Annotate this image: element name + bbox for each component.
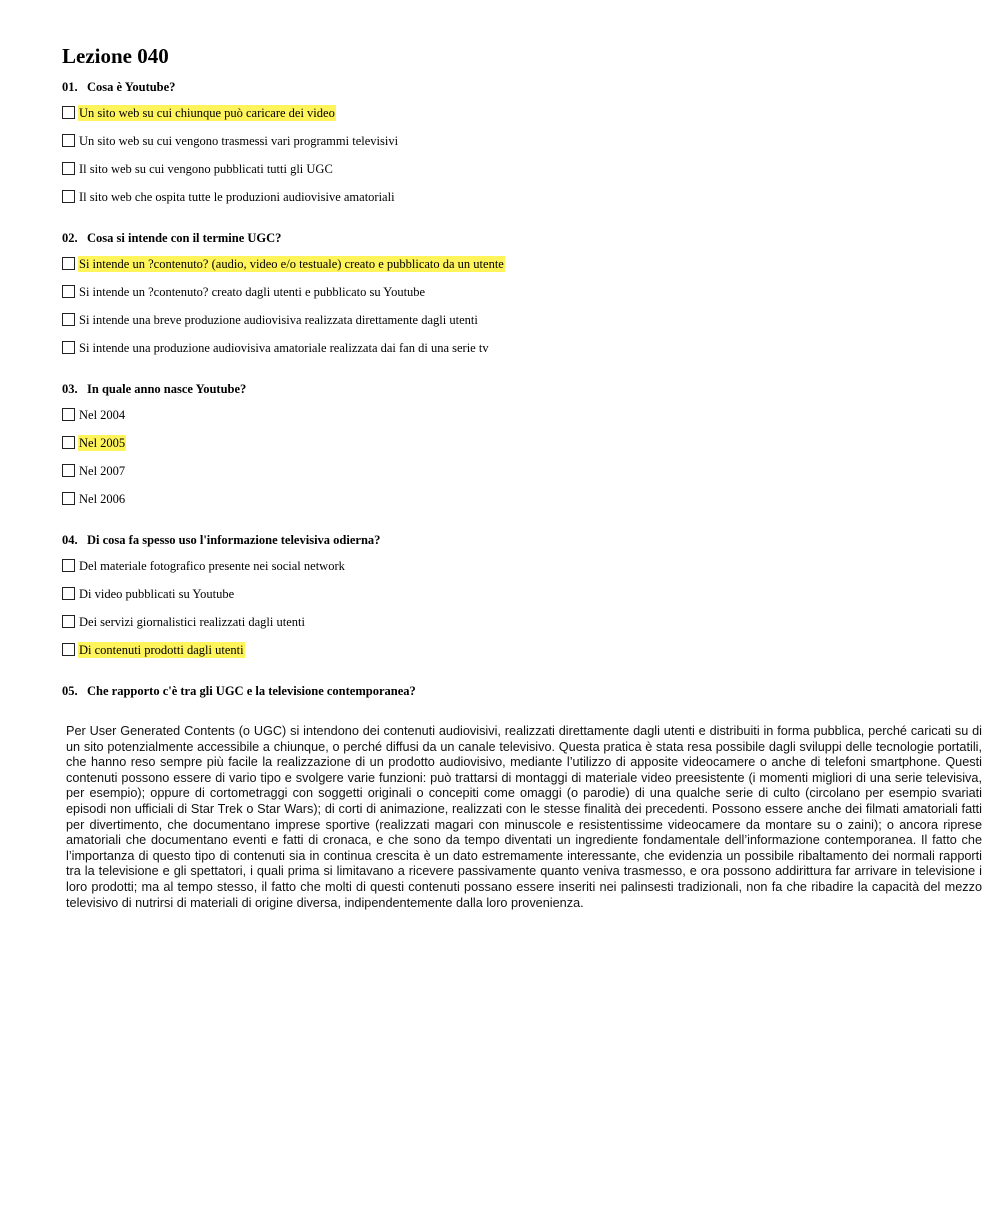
option-label: Di contenuti prodotti dagli utenti bbox=[79, 643, 244, 657]
option[interactable] bbox=[62, 312, 982, 340]
option[interactable] bbox=[62, 586, 982, 614]
option[interactable] bbox=[62, 614, 982, 642]
options-list bbox=[62, 558, 982, 670]
checkbox[interactable] bbox=[62, 408, 75, 421]
option-label: Del materiale fotografico presente nei social network bbox=[79, 559, 345, 573]
option-label: Si intende un ?contenuto? (audio, video e/o testuale) creato e pubblicato da un utente bbox=[79, 257, 504, 271]
question-title bbox=[62, 381, 982, 397]
option[interactable] bbox=[62, 491, 982, 519]
question-number: 04. bbox=[62, 533, 78, 547]
question-number: 05. bbox=[62, 684, 78, 698]
options-list bbox=[62, 105, 982, 217]
option-label: Si intende una produzione audiovisiva amatoriale realizzata dai fan di una serie tv bbox=[79, 341, 489, 355]
option-label: Nel 2007 bbox=[79, 464, 126, 478]
option[interactable] bbox=[62, 133, 982, 161]
option-correct[interactable] bbox=[62, 642, 982, 670]
question-title bbox=[62, 532, 982, 548]
option[interactable] bbox=[62, 189, 982, 217]
question-text: Di cosa fa spesso uso l'informazione televisiva odierna? bbox=[87, 533, 381, 547]
option-correct[interactable] bbox=[62, 105, 982, 133]
checkbox[interactable] bbox=[62, 643, 75, 656]
checkbox[interactable] bbox=[62, 134, 75, 147]
option[interactable] bbox=[62, 407, 982, 435]
checkbox[interactable] bbox=[62, 615, 75, 628]
option-correct[interactable] bbox=[62, 435, 982, 463]
question-text: In quale anno nasce Youtube? bbox=[87, 382, 247, 396]
option-label: Il sito web su cui vengono pubblicati tutti gli UGC bbox=[79, 162, 333, 176]
option-label: Un sito web su cui chiunque può caricare dei video bbox=[79, 106, 335, 120]
option[interactable] bbox=[62, 161, 982, 189]
option-label: Di video pubblicati su Youtube bbox=[79, 587, 235, 601]
lesson-title: Lezione 040 bbox=[62, 44, 169, 68]
question-number: 03. bbox=[62, 382, 78, 396]
option[interactable] bbox=[62, 463, 982, 491]
checkbox[interactable] bbox=[62, 285, 75, 298]
option-label: Il sito web che ospita tutte le produzioni audiovisive amatoriali bbox=[79, 190, 395, 204]
checkbox[interactable] bbox=[62, 492, 75, 505]
option[interactable] bbox=[62, 284, 982, 312]
checkbox[interactable] bbox=[62, 464, 75, 477]
question-text: Che rapporto c'è tra gli UGC e la televisione contemporanea? bbox=[87, 684, 416, 698]
open-answer-text: Per User Generated Contents (o UGC) si intendono dei contenuti audiovisivi, realizzati direttamente dagli utenti e distribuiti in forma pubblica, perché caricati su di un sito potenzialmente accessibile a chiunque, o perché diffusi da un canale televisivo. Questa pratica è stata resa possibile dagli sviluppi delle tecnologie portatili, che hanno reso sempre più facile la realizzazione di un prodotto audiovisivo, mediante l’utilizzo di apposite videocamere o anche di telefoni smartphone. Questi contenuti possono essere di vario tipo e svolgere varie funzioni: può trattarsi di montaggi di materiale video preesistente (i momenti migliori di una serie televisiva, per esempio); oppure di cortometraggi con soggetti originali o concepiti come omaggi (o parodie) di una qualche serie di culto (circolano per esempio svariati episodi non ufficiali di Star Trek o Star Wars); di corti di animazione, realizzati con le stesse finalità dei precedenti. Possono essere anche dei filmati amatoriali fatti per divertimento, che documentano imprese sportive (realizzati magari con minuscole e resistentissime videocamere da montare su o zaini); o ancora riprese amatoriali che documentano eventi e fatti di cronaca, e che sono da tempo diventati un ingrediente fondamentale dell’informazione contemporanea. Il fatto che l’importanza di questo tipo di contenuti sia in continua crescita è un dato estremamente interessante, che evidenzia un possibile ribaltamento dei normali rapporti tra la televisione e gli spettatori, i quali prima si limitavano a ricevere passivamente quanto veniva trasmesso, e ora possono addirittura far arrivare in televisione i loro prodotti; ma al tempo stesso, il fatto che molti di questi contenuti possano essere inseriti nei palinsesti tradizionali, non fa che ribadire la capacità del mezzo televisivo di nutrirsi di materiali di origine diversa, indipendentemente dalla loro provenienza. bbox=[66, 724, 982, 910]
question-number: 01. bbox=[62, 80, 78, 94]
checkbox[interactable] bbox=[62, 313, 75, 326]
question-01 bbox=[62, 79, 982, 217]
question-05 bbox=[62, 683, 982, 699]
option-label: Un sito web su cui vengono trasmessi vari programmi televisivi bbox=[79, 134, 399, 148]
question-text: Cosa è Youtube? bbox=[87, 80, 176, 94]
option-label: Nel 2005 bbox=[79, 436, 126, 450]
checkbox[interactable] bbox=[62, 162, 75, 175]
question-title bbox=[62, 230, 982, 246]
question-03 bbox=[62, 381, 982, 519]
option[interactable] bbox=[62, 340, 982, 368]
option[interactable] bbox=[62, 558, 982, 586]
checkbox[interactable] bbox=[62, 190, 75, 203]
checkbox[interactable] bbox=[62, 559, 75, 572]
option-label: Nel 2006 bbox=[79, 492, 126, 506]
option-correct[interactable] bbox=[62, 256, 982, 284]
checkbox[interactable] bbox=[62, 106, 75, 119]
options-list bbox=[62, 407, 982, 519]
question-02 bbox=[62, 230, 982, 368]
option-label: Dei servizi giornalistici realizzati dagli utenti bbox=[79, 615, 305, 629]
option-label: Si intende una breve produzione audiovisiva realizzata direttamente dagli utenti bbox=[79, 313, 478, 327]
checkbox[interactable] bbox=[62, 341, 75, 354]
option-label: Si intende un ?contenuto? creato dagli utenti e pubblicato su Youtube bbox=[79, 285, 426, 299]
checkbox[interactable] bbox=[62, 587, 75, 600]
checkbox[interactable] bbox=[62, 436, 75, 449]
option-label: Nel 2004 bbox=[79, 408, 126, 422]
question-number: 02. bbox=[62, 231, 78, 245]
checkbox[interactable] bbox=[62, 257, 75, 270]
question-04 bbox=[62, 532, 982, 670]
question-title bbox=[62, 79, 982, 95]
question-text: Cosa si intende con il termine UGC? bbox=[87, 231, 282, 245]
question-title bbox=[62, 683, 982, 699]
options-list bbox=[62, 256, 982, 368]
